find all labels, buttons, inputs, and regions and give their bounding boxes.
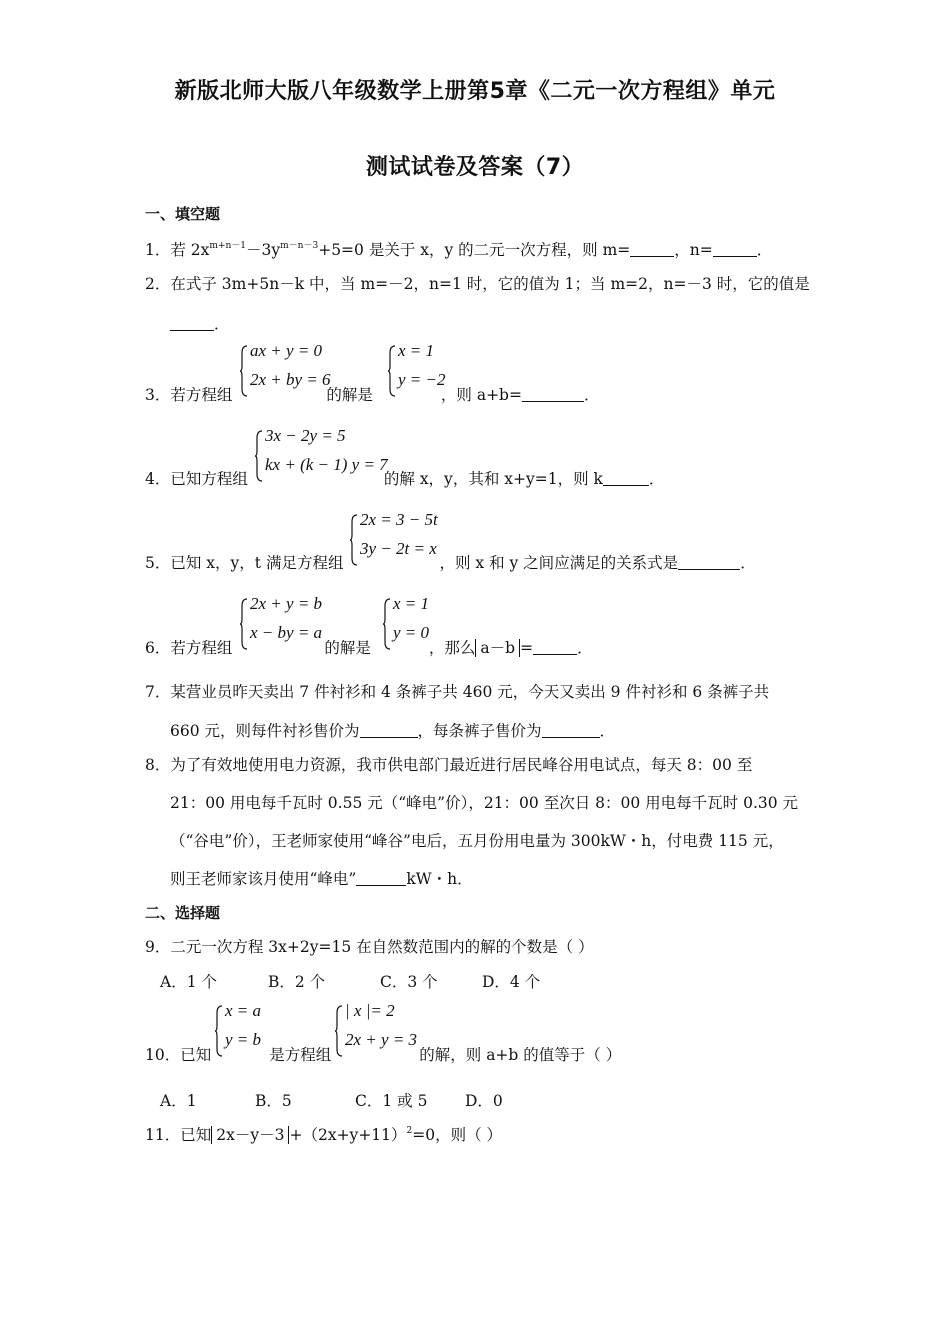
option-a[interactable]: A．1 [160, 1092, 197, 1110]
answer-blank[interactable] [522, 387, 584, 402]
answer-blank[interactable] [533, 640, 577, 655]
section-choice: 二、选择题 [145, 904, 221, 922]
question-4: 4．已知方程组 的解 x，y，其和 x+y=1，则 k ． [145, 470, 665, 488]
absolute-value: 2x－y－3 [211, 1126, 289, 1144]
answer-blank[interactable] [713, 242, 757, 257]
question-8: 8．为了有效地使用电力资源，我市供电部门最近进行居民峰谷用电试点，每天 8：00 至 [145, 756, 753, 774]
section-fill-in: 一、填空题 [145, 205, 221, 223]
answer-blank[interactable] [603, 471, 649, 486]
question-10: 10．已知 是方程组 的解，则 a+b 的值等于（ ） [145, 1046, 622, 1064]
option-b[interactable]: B．2 个 [268, 973, 326, 991]
question-10-options [160, 1089, 503, 1111]
option-d[interactable]: D．0 [465, 1092, 503, 1110]
title-line-2: 测试试卷及答案（7） [365, 155, 585, 180]
title-line-1: 新版北师大版八年级数学上册第5章《二元一次方程组》单元 [174, 79, 776, 104]
question-11: 11．已知 $2x-y-3 +(2x+y+11)^2=0$，则（ ） [145, 1126, 503, 1144]
exam-page: 新版北师大版八年级数学上册第5章《二元一次方程组》单元 测试试卷及答案（7） 一、填空题 1．若 $2x^{m+n-1}-3y^{m-n-3}+5=0$ 是关于 x，y 的二元一次方程，则 m= ，n= ． 2．在式子 3m+5n－k 中，当 m=－2，n=1 时，它的值为 1；当 m=2，n=－3 时，它的值是 ． ax + y = 0 2x + by = 6 x = 1 y = −2 3．若方程组 的解是 ，则 a+b= ． 3x − 2y = 5 kx + (k − 1) y = 7 4．已知方程组 的解 x，y，其和 x+y=1，则 k ． 2x = 3 − 5t 3y − 2t = x 5．已知 x，y，t 满足方程组 ，则 x 和 y 之间应满足的关系式是 ． 2x + y = b x − by = a x = 1 y = 0 6．若方程组 的解是 ，那么 a－b = ． 7．某营业员昨天卖出 7 件衬衫和 4 条裤子共 460 元，今天又卖出 9 件衬衫和 6 条裤子共 660 元，则每件衬衫售价为 ，每条裤子售价为 ． 8．为了有效地使用电力资源，我市供电部门最近进行居民峰谷用电试点，每天 8：00 至 21：00 用电每千瓦时 0.55 元（“峰电”价），21：00 至次日 8：00 用电每千瓦时 0.30 元 （“谷电”价），王老师家使用“峰谷”电后，五月份用电量为 300kW・h，付电费 115 元， 则王老师家该月使用“峰电” kW・h． 二、选择题 9．二元一次方程 3x+2y=15 在自然数范围内的解的个数是（ ） A．1 个 B．2 个 C．3 个 D．4 个 x = a y = b | x |= 2 2x + y = 3 10．已知 是方程组 的解，则 a+b 的值等于（ ） A．1 B．5 C．1 或 5 D．0 11．已知 $2x-y-3 +(2x+y+11)^2=0$，则（ ） [0, 0, 950, 1344]
question-5: 5．已知 x，y，t 满足方程组 ，则 x 和 y 之间应满足的关系式是 ． [145, 554, 756, 572]
answer-blank[interactable] [542, 723, 600, 738]
question-2-cont: ． [170, 312, 230, 334]
question-2: 2．在式子 3m+5n－k 中，当 m=－2，n=1 时，它的值为 1；当 m=2，n=－3 时，它的值是 [145, 275, 810, 293]
answer-blank[interactable] [630, 242, 674, 257]
absolute-value: a－b [475, 639, 520, 657]
answer-blank[interactable] [170, 316, 214, 331]
question-3: 3．若方程组 的解是 ，则 a+b= ． [145, 386, 600, 404]
answer-blank[interactable] [678, 555, 740, 570]
answer-blank[interactable] [356, 871, 406, 886]
question-9: 9．二元一次方程 3x+2y=15 在自然数范围内的解的个数是（ ） [145, 938, 594, 956]
question-7: 7．某营业员昨天卖出 7 件衬衫和 4 条裤子共 460 元，今天又卖出 9 件衬衫和 6 条裤子共 [145, 683, 770, 701]
answer-blank[interactable] [360, 723, 418, 738]
option-b[interactable]: B．5 [255, 1092, 292, 1110]
question-1: 1．若 $2x^{m+n-1}-3y^{m-n-3}+5=0$ 是关于 x，y 的二元一次方程，则 m= ，n= ． [145, 241, 773, 259]
question-9-options [160, 970, 540, 992]
option-a[interactable]: A．1 个 [160, 973, 217, 991]
option-c[interactable]: C．3 个 [380, 973, 438, 991]
option-c[interactable]: C．1 或 5 [355, 1092, 428, 1110]
question-8-line-3: （“谷电”价），王老师家使用“峰谷”电后，五月份用电量为 300kW・h，付电费 115 元， [170, 832, 784, 850]
question-7-cont: 660 元，则每件衬衫售价为 ，每条裤子售价为 ． [170, 722, 616, 740]
question-8-line-2: 21：00 用电每千瓦时 0.55 元（“峰电”价），21：00 至次日 8：00 用电每千瓦时 0.30 元 [170, 794, 799, 812]
question-8-line-4: 则王老师家该月使用“峰电” kW・h． [170, 870, 473, 888]
question-6: 6．若方程组 的解是 ，那么 a－b = ． [145, 639, 593, 657]
option-d[interactable]: D．4 个 [482, 973, 541, 991]
